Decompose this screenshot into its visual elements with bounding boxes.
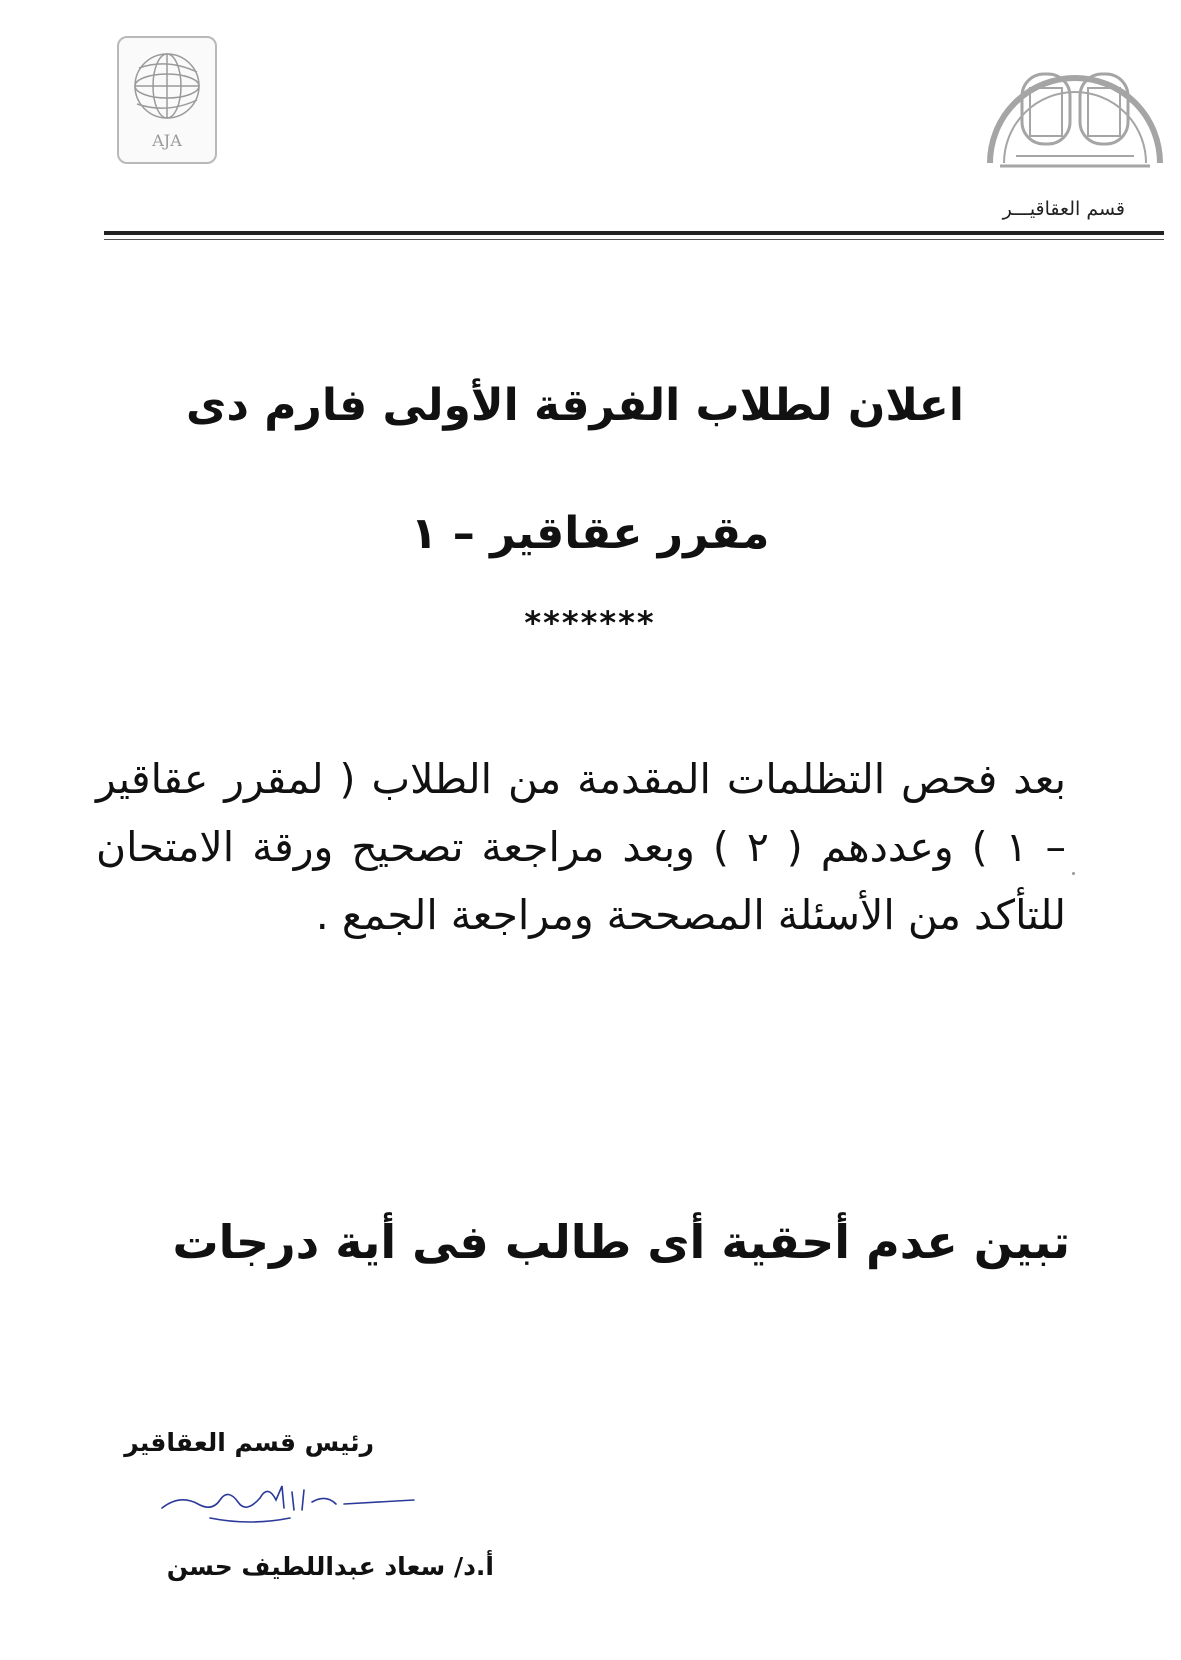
aja-logo-text: AJA: [152, 131, 182, 150]
signatory-title: رئيس قسم العقاقير: [124, 1428, 374, 1457]
department-header-label: قسم العقاقيـــر: [1002, 198, 1125, 220]
announcement-body: بعد فحص التظلمات المقدمة من الطلاب ( لمقرر عقاقير – ١ ) وعددهم ( ٢ ) وبعد مراجعة تصحيح ورقة الامتحان للتأكد من الأسئلة المصححة ومراجعة الجمع .: [96, 755, 1066, 939]
handwritten-signature: [150, 1464, 420, 1534]
course-title: مقرر عقاقير – ١: [410, 508, 770, 559]
scan-speck: [1072, 872, 1075, 875]
aja-logo: [117, 36, 217, 164]
seal-icon: [980, 28, 1170, 188]
header-divider: [104, 231, 1164, 235]
header-divider-thin: [104, 239, 1164, 240]
announcement-title: اعلان لطلاب الفرقة الأولى فارم دى: [186, 380, 964, 431]
globe-icon: [119, 38, 215, 162]
signatory-name: أ.د/ سعاد عبداللطيف حسن: [166, 1552, 494, 1581]
separator-stars: *******: [524, 604, 656, 642]
result-statement: تبين عدم أحقية أى طالب فى أية درجات: [172, 1215, 1070, 1269]
university-seal-logo: [980, 28, 1170, 188]
